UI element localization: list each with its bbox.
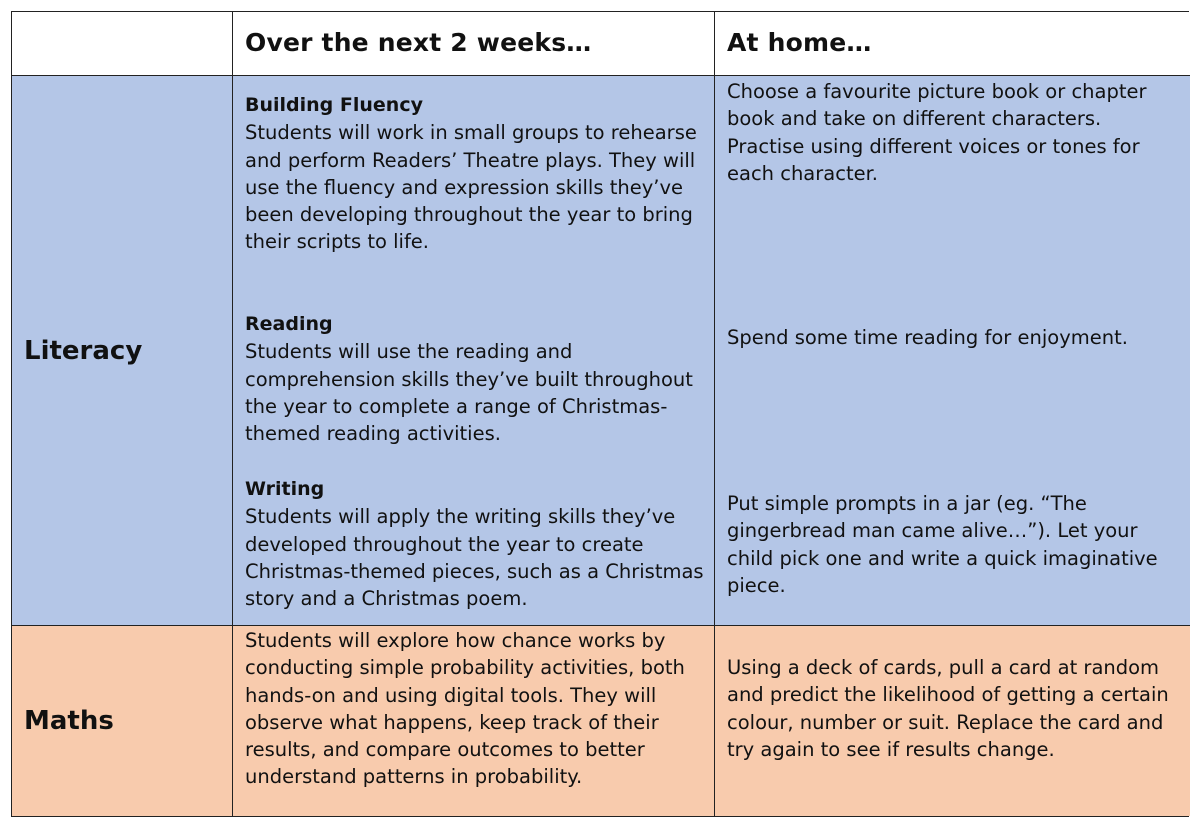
reading-home-block bbox=[727, 324, 1180, 351]
reading-title: Reading bbox=[245, 313, 333, 335]
writing-title: Writing bbox=[245, 478, 325, 500]
header-home-label: At home… bbox=[727, 28, 872, 57]
maths-home-block bbox=[727, 654, 1180, 763]
header-weeks-label: Over the next 2 weeks… bbox=[245, 28, 592, 57]
maths-home-cell bbox=[715, 626, 1190, 816]
literacy-weeks-cell bbox=[233, 76, 715, 626]
header-home-cell bbox=[715, 12, 1190, 76]
writing-home-block bbox=[727, 490, 1180, 599]
fluency-title: Building Fluency bbox=[245, 94, 423, 116]
writing-block bbox=[245, 476, 704, 612]
reading-block bbox=[245, 311, 704, 447]
writing-home-text: Put simple prompts in a jar (eg. “The gingerbread man came alive…”). Let your child pick one and write a quick imaginative piece. bbox=[727, 492, 1158, 597]
literacy-home-cell bbox=[715, 76, 1190, 626]
maths-home-text: Using a deck of cards, pull a card at random and predict the likelihood of getting a certain colour, number or suit. Replace the card and try again to see if results change. bbox=[727, 656, 1169, 761]
reading-body: Students will use the reading and comprehension skills they’ve built throughout the year to complete a range of Christmas-themed reading activities. bbox=[245, 340, 693, 446]
maths-subject-label: Maths bbox=[24, 706, 114, 736]
fluency-home-text: Choose a favourite picture book or chapter book and take on different characters. Practise using different voices or tones for each character. bbox=[727, 80, 1147, 185]
maths-weeks-block bbox=[245, 627, 704, 791]
literacy-subject-label: Literacy bbox=[24, 336, 143, 366]
fluency-body: Students will work in small groups to rehearse and perform Readers’ Theatre plays. They will use the fluency and expression skills they’ve been developing throughout the year to bring their scripts to life. bbox=[245, 121, 697, 254]
maths-weeks-cell bbox=[233, 626, 715, 816]
writing-body: Students will apply the writing skills they’ve developed throughout the year to create Christmas-themed pieces, such as a Christmas story and a Christmas poem. bbox=[245, 505, 704, 611]
header-weeks-cell bbox=[233, 12, 715, 76]
fluency-block bbox=[245, 92, 704, 256]
plan-table bbox=[11, 11, 1189, 817]
header-corner-cell bbox=[12, 12, 233, 76]
reading-home-text: Spend some time reading for enjoyment. bbox=[727, 326, 1128, 349]
maths-weeks-text: Students will explore how chance works by conducting simple probability activities, both hands-on and using digital tools. They will observe what happens, keep track of their results, and compare outcomes to better understand patterns in probability. bbox=[245, 629, 685, 789]
fluency-home-block bbox=[727, 78, 1180, 187]
literacy-subject-cell bbox=[12, 76, 233, 626]
maths-subject-cell bbox=[12, 626, 233, 816]
